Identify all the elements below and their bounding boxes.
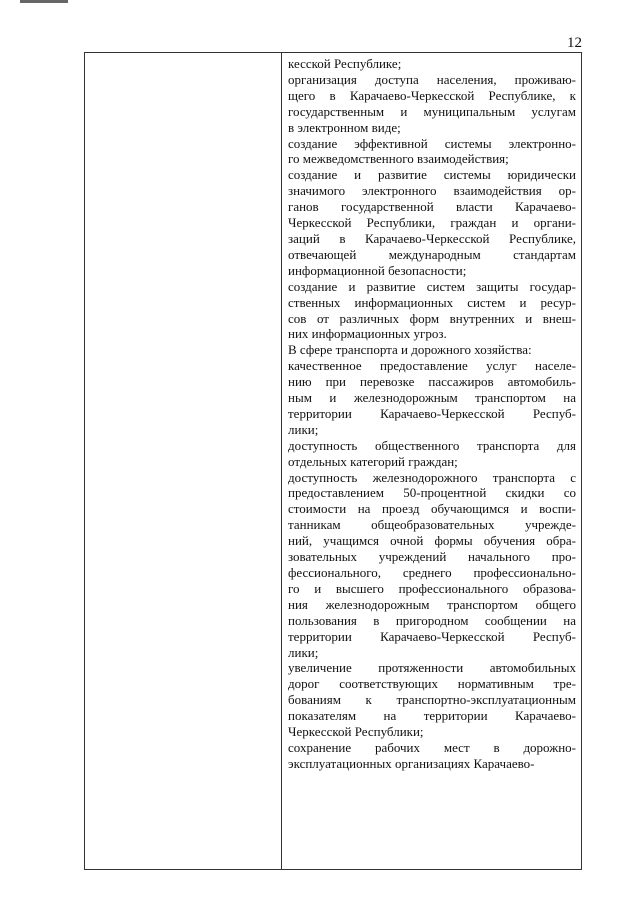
paragraph xyxy=(288,56,576,72)
text-line: территории Карачаево-Черкесской Респуб- xyxy=(288,405,576,421)
text-line: создание и развитие систем защиты государ- xyxy=(288,278,576,294)
paragraph xyxy=(288,740,576,772)
paragraph xyxy=(288,438,576,470)
paragraph xyxy=(288,470,576,661)
text-line: пользования в пригородном сообщении на xyxy=(288,612,576,628)
paragraph xyxy=(288,167,576,278)
text-line: нию при перевозке пассажиров автомобиль- xyxy=(288,374,576,390)
text-line: фессионального, среднего профессионально- xyxy=(288,565,576,580)
text-line: отдельных категорий граждан; xyxy=(288,453,458,469)
text-line: стоимости на проезд обучающимся и воспи- xyxy=(288,501,576,517)
text-line: качественное предоставление услуг населе- xyxy=(288,358,576,374)
table-right-cell xyxy=(288,56,576,772)
text-line: эксплуатационных организациях Карачаево- xyxy=(288,755,535,771)
text-line: дорог соответствующих нормативным тре- xyxy=(288,676,576,692)
text-line: отвечающей международным стандартам xyxy=(288,246,576,262)
text-line: организация доступа населения, проживаю- xyxy=(288,71,576,87)
page-number: 12 xyxy=(567,35,582,51)
text-line: создание эффективной системы электронно- xyxy=(288,135,576,151)
text-line: ственных информационных систем и ресур- xyxy=(288,294,576,310)
text-line: доступность железнодорожного транспорта с xyxy=(288,469,576,485)
text-line: информационной безопасности; xyxy=(288,262,467,278)
text-line: го межведомственного взаимодействия; xyxy=(288,151,509,167)
text-line: них информационных угроз. xyxy=(288,326,447,342)
text-line: кесской Республике; xyxy=(288,56,402,71)
text-line: ганов государственной власти Карачаево- xyxy=(288,199,576,215)
text-line: щего в Карачаево-Черкесской Республике, к xyxy=(288,87,576,103)
text-line: ний, учащимся очной формы обучения обра- xyxy=(288,533,576,549)
text-line: сов от различных форм внутренних и внеш- xyxy=(288,310,576,326)
text-line: го и высшего профессионального образова- xyxy=(288,580,576,596)
text-line: доступность общественного транспорта для xyxy=(288,437,576,453)
text-line: Черкесской Республики; xyxy=(288,724,424,740)
text-line: значимого электронного взаимодействия ор- xyxy=(288,183,576,199)
scan-edge-mark xyxy=(20,0,68,3)
text-line: сохранение рабочих мест в дорожно- xyxy=(288,739,576,755)
paragraph xyxy=(288,72,576,136)
text-line: государственным и муниципальным услугам xyxy=(288,103,576,119)
text-line: танникам общеобразовательных учрежде- xyxy=(288,517,576,533)
paragraph xyxy=(288,279,576,343)
text-line: лики; xyxy=(288,644,319,660)
text-line: ния железнодорожным транспортом общего xyxy=(288,596,576,612)
text-line: ным и железнодорожным транспортом на xyxy=(288,390,576,406)
text-line: создание и развитие системы юридически xyxy=(288,167,576,183)
text-line: территории Карачаево-Черкесской Респуб- xyxy=(288,628,576,644)
paragraph xyxy=(288,660,576,740)
text-line: бованиям к транспортно-эксплуатационным xyxy=(288,692,576,708)
text-line: увеличение протяженности автомобильных xyxy=(288,660,576,676)
text-line: лики; xyxy=(288,421,319,437)
text-line: предоставлением 50-процентной скидки со xyxy=(288,485,576,501)
paragraph xyxy=(288,358,576,438)
text-line: В сфере транспорта и дорожного хозяйства: xyxy=(288,342,532,358)
text-line: Черкесской Республики, граждан и органи- xyxy=(288,215,576,231)
column-divider xyxy=(281,53,282,869)
text-line: заций в Карачаево-Черкесской Республике, xyxy=(288,230,576,246)
text-line: в электронном виде; xyxy=(288,119,401,135)
text-line: показателям на территории Карачаево- xyxy=(288,708,576,724)
text-line: зовательных учреждений начального про- xyxy=(288,549,576,565)
paragraph xyxy=(288,342,576,358)
document-table xyxy=(84,52,582,870)
paragraph xyxy=(288,136,576,168)
